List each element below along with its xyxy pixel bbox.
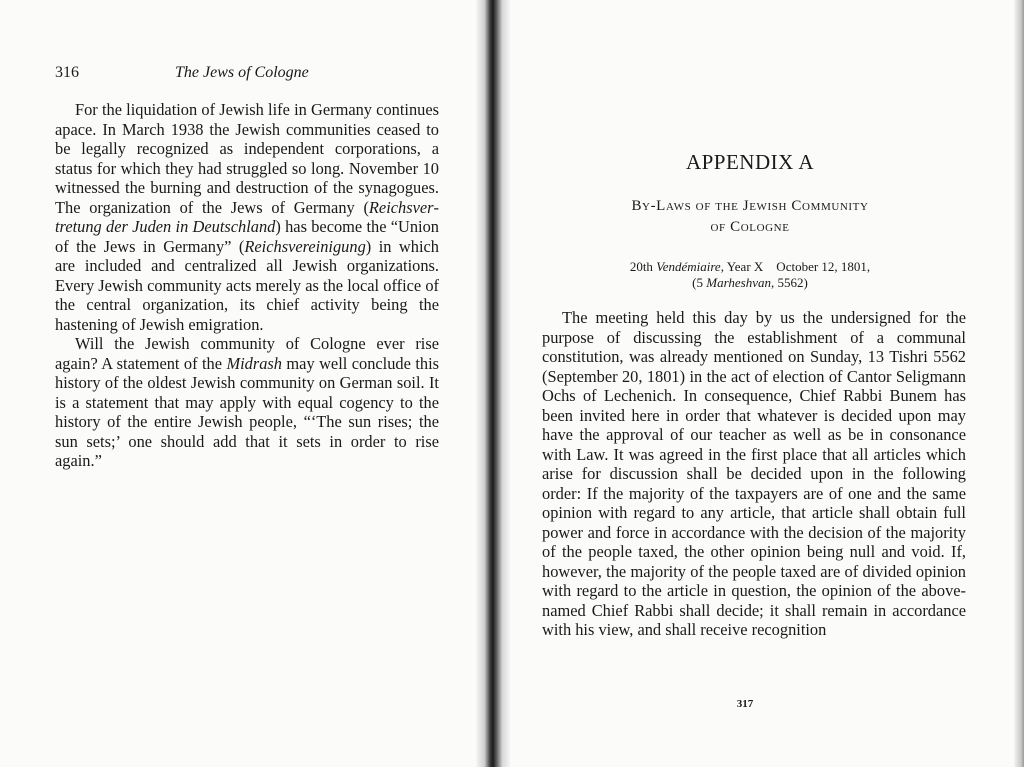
folio-page-number: 317 xyxy=(736,698,754,710)
left-body-text xyxy=(55,100,439,471)
italic-text: Midrash xyxy=(226,353,282,373)
bylaws-title-line1: By-Laws of the Jewish Community xyxy=(631,198,869,214)
hebrew-close: , 5562) xyxy=(771,275,808,290)
right-page xyxy=(500,0,1024,767)
dateline-republican xyxy=(500,259,1000,275)
paragraph xyxy=(55,334,439,471)
text-run: ) has become the “Union of the Jews in Germany” ( xyxy=(55,217,439,256)
text-run: ) in which are included and centralized all Jewish organizations. Every Jewish community acts merely as the local office of the central organization, its chief activity being the hastening of Jewish emigration. xyxy=(55,236,439,334)
italic-text: Reichsvereinigung xyxy=(244,236,366,256)
appendix-title: APPENDIX A xyxy=(685,150,815,174)
date-suffix: , Year X October 12, 1801, xyxy=(720,259,871,274)
hebrew-month-italic: Marheshvan xyxy=(706,275,771,290)
dateline-hebrew xyxy=(500,275,1000,291)
paragraph xyxy=(542,308,966,640)
dateline xyxy=(500,259,1000,291)
bylaws-title xyxy=(500,196,1000,238)
page-number: 316 xyxy=(55,64,79,81)
italic-text: Reichsvertretung der Juden in Deutschland xyxy=(55,197,439,236)
book-gutter xyxy=(476,0,510,767)
left-page xyxy=(0,0,488,767)
bylaws-title-line2: of Cologne xyxy=(710,219,790,235)
hebrew-open: (5 xyxy=(692,275,707,290)
paragraph xyxy=(55,100,439,334)
text-run: Will the Jewish community of Cologne ever rise again? A statement of the xyxy=(55,334,439,373)
text-run: For the liquidation of Jewish life in Germany continues apace. In March 1938 the Jewish communities ceased to be legally recognized as independent corporations, a status for which they had struggled so long. November 10 witnessed the burning and destruction of the synagogues. The organization of the Jews of Germany ( xyxy=(55,100,439,217)
right-body-text xyxy=(542,308,966,640)
date-prefix: 20th xyxy=(629,259,657,274)
running-title: The Jews of Cologne xyxy=(175,64,309,81)
text-run: may well conclude this history of the oldest Jewish community on German soil. It is a statement that may apply with equal cogency to the history of the entire Jewish people, “‘The sun rises; the sun sets;’ one should add that it sets in order to rise again.” xyxy=(55,353,439,470)
page-edge-shadow xyxy=(1014,0,1024,767)
text-run: The meeting held this day by us the undersigned for the purpose of discussing the establishment of a communal constitution, was already mentioned on Sunday, 13 Tishri 5562 (September 20, 1801) in the act of election of Cantor Seligmann Ochs of Lechenich. In consequence, Chief Rabbi Bunem has been invited here in order that whatever is decided upon may have the approval of our teacher as well as be in consonance with Law. It was agreed in the first place that all articles which arise for discussion shall be decided upon in the following order: If the majority of the taxpayers are of one and the same opinion with regard to any article, that article shall obtain full power and force in accordance with the decision of the majority of the people taxed, the other opinion being null and void. If, however, the majority of the people taxed are of divided opinion with regard to the article in question, the opinion of the above-named Chief Rabbi shall decide; it shall remain in accordance with his view, and shall receive recognition xyxy=(542,308,966,639)
date-month-italic: Vendémiaire xyxy=(656,259,721,274)
